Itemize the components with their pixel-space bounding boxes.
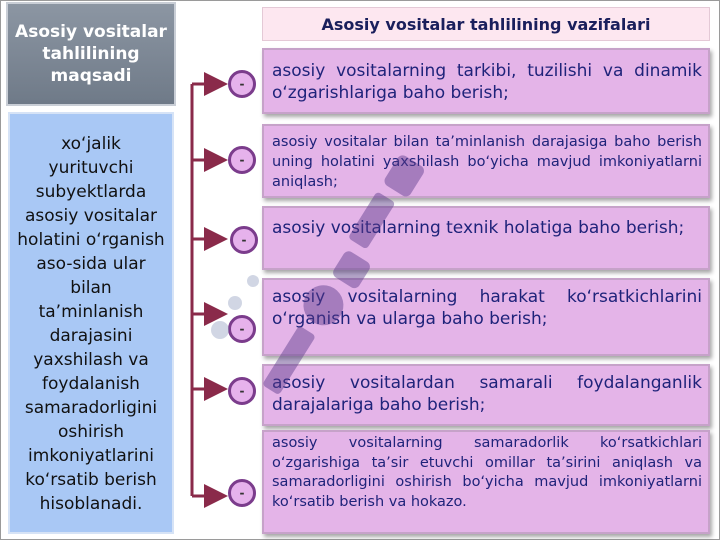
goal-title: Asosiy vositalar tahlilining maqsadi — [15, 22, 167, 86]
task-bullet-4: - — [228, 315, 256, 343]
task-text-2: asosiy vositalar bilan ta’minlanish darajasiga baho berish uning holatini yaxshilash bo‘yicha mavjud imkoniyatlarni aniqlash; — [272, 134, 702, 190]
task-text-4: asosiy vositalarning harakat ko‘rsatkichlarini o‘rganish va ularga baho berish; — [272, 287, 702, 329]
task-box-4 — [262, 278, 710, 356]
task-text-3: asosiy vositalarning texnik holatiga baho berish; — [272, 218, 685, 238]
task-text-6: asosiy vositalarning samaradorlik ko‘rsatkichlari o‘zgarishiga ta’sir etuvchi omillar ta’sirini aniqlash va samaradorligini oshirish bo‘yicha mavjud imkoniyatlarni ko‘rsatib berish va hokazo. — [272, 435, 702, 510]
task-box-1 — [262, 48, 710, 114]
task-bullet-1: - — [228, 70, 256, 98]
task-box-2 — [262, 124, 710, 198]
task-text-1: asosiy vositalarning tarkibi, tuzilishi va dinamik o‘zgarishlariga baho berish; — [272, 61, 702, 103]
task-bullet-6: - — [228, 479, 256, 507]
task-bullet-5: - — [228, 377, 256, 405]
task-box-6 — [262, 430, 710, 534]
task-bullet-3: - — [230, 226, 258, 254]
task-bullet-2: - — [228, 146, 256, 174]
goal-description: xo‘jalik yurituvchi subyektlarda asosiy vositalar holatini o‘rganish aso-sida ular bilan ta’minlanish darajasini yaxshilash va foydalanish samaradorligini oshirish imkoniyatlarini ko‘rsatib berish hisoblanadi. — [17, 134, 165, 514]
task-box-5 — [262, 364, 710, 426]
task-box-3 — [262, 206, 710, 270]
tasks-header-title: Asosiy vositalar tahlilining vazifalari — [321, 14, 651, 34]
task-text-5: asosiy vositalardan samarali foydalanganlik darajalariga baho berish; — [272, 373, 702, 415]
